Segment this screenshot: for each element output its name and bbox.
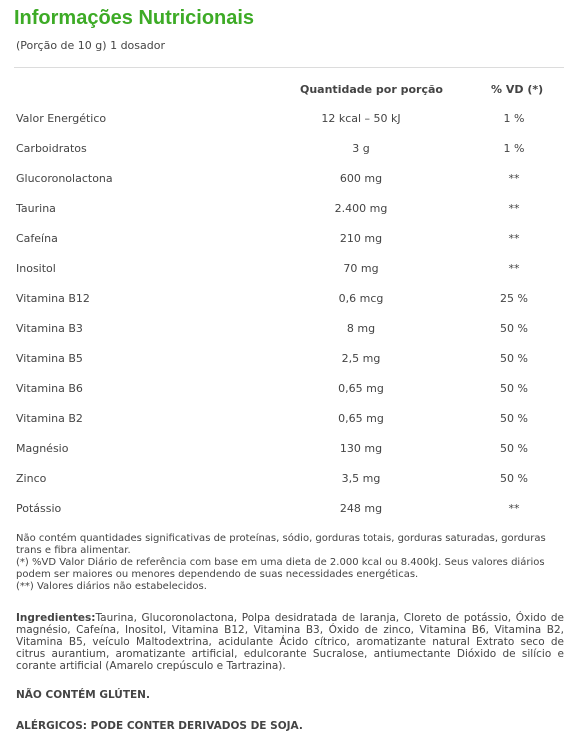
portion-size: (Porção de 10 g) 1 dosador xyxy=(16,39,165,52)
nutrient-quantity: 210 mg xyxy=(339,232,383,245)
page-title: Informações Nutricionais xyxy=(14,7,255,29)
nutrient-daily-value: 50 % xyxy=(500,442,528,455)
nutrient-name: Valor Energético xyxy=(16,112,107,125)
gluten-warning: NÃO CONTÉM GLÚTEN. xyxy=(16,689,150,701)
nutrient-name: Inositol xyxy=(16,262,56,275)
table-row xyxy=(0,382,579,412)
nutrient-daily-value: 50 % xyxy=(500,472,528,485)
nutrient-quantity: 248 mg xyxy=(339,502,383,515)
ingredients-label: Ingredientes: xyxy=(16,612,96,624)
nutrient-quantity: 2.400 mg xyxy=(334,202,388,215)
nutrient-quantity: 0,65 mg xyxy=(338,382,384,395)
table-row xyxy=(0,442,579,472)
nutrient-name: Zinco xyxy=(16,472,47,485)
footnote-daily-value: (*) %VD Valor Diário de referência com base em uma dieta de 2.000 kcal ou 8.400kJ. Seus valores diários podem ser maiores ou menores dependendo de suas necessidades energéticas. xyxy=(16,557,545,580)
nutrient-name: Vitamina B3 xyxy=(16,322,83,335)
ingredients xyxy=(16,612,564,672)
nutrient-name: Vitamina B6 xyxy=(16,382,83,395)
table-row xyxy=(0,202,579,232)
nutrient-name: Taurina xyxy=(16,202,56,215)
nutrient-quantity: 3,5 mg xyxy=(341,472,381,485)
nutrient-name: Potássio xyxy=(16,502,62,515)
table-row xyxy=(0,502,579,532)
nutrient-daily-value: 1 % xyxy=(503,142,525,155)
nutrient-quantity: 0,65 mg xyxy=(338,412,384,425)
table-row xyxy=(0,232,579,262)
table-row xyxy=(0,472,579,502)
nutrient-quantity: 600 mg xyxy=(339,172,383,185)
nutrient-daily-value: ** xyxy=(508,202,520,215)
nutrient-daily-value: ** xyxy=(508,502,520,515)
nutrient-daily-value: 50 % xyxy=(500,352,528,365)
nutrient-daily-value: 25 % xyxy=(500,292,528,305)
table-row xyxy=(0,322,579,352)
footnote-not-established: (**) Valores diários não estabelecidos. xyxy=(16,581,207,592)
nutrient-daily-value: ** xyxy=(508,172,520,185)
table-row xyxy=(0,412,579,442)
nutrient-daily-value: 50 % xyxy=(500,382,528,395)
ingredients-text: Taurina, Glucoronolactona, Polpa desidratada de laranja, Cloreto de potássio, Óxido de magnésio, Cafeína, Inositol, Vitamina B12, Vitamina B3, Óxido de zinco, Vitamina B6, Vitamina B2, Vitamina B5, veículo Maltodextrina, acidulante Ácido cítrico, aromatizante natural Extrato seco de citrus aurantium, aromatizante artificial, edulcorante Sucralose, antiumectante Dióxido de silício e corante artificial (Amarelo crepúsculo e Tartrazina). xyxy=(16,612,564,672)
nutrient-daily-value: ** xyxy=(508,232,520,245)
nutrient-name: Vitamina B2 xyxy=(16,412,83,425)
footnotes xyxy=(16,533,564,593)
column-header-quantity: Quantidade por porção xyxy=(300,83,443,96)
nutrient-quantity: 12 kcal – 50 kJ xyxy=(321,112,401,125)
nutrient-quantity: 70 mg xyxy=(343,262,379,275)
nutrient-quantity: 0,6 mcg xyxy=(338,292,384,305)
nutrient-name: Carboidratos xyxy=(16,142,87,155)
nutrient-quantity: 130 mg xyxy=(339,442,383,455)
allergy-warning: ALÉRGICOS: PODE CONTER DERIVADOS DE SOJA. xyxy=(16,720,303,732)
nutrient-quantity: 3 g xyxy=(352,142,370,155)
table-row xyxy=(0,142,579,172)
nutrient-daily-value: 50 % xyxy=(500,412,528,425)
column-header-daily-value: % VD (*) xyxy=(491,83,544,96)
nutrient-daily-value: ** xyxy=(508,262,520,275)
table-row xyxy=(0,262,579,292)
divider xyxy=(14,67,564,68)
nutrient-daily-value: 50 % xyxy=(500,322,528,335)
nutrient-name: Vitamina B5 xyxy=(16,352,83,365)
table-row xyxy=(0,292,579,322)
table-row xyxy=(0,172,579,202)
nutrition-table xyxy=(0,112,579,532)
nutrient-quantity: 8 mg xyxy=(346,322,376,335)
table-row xyxy=(0,112,579,142)
nutrient-name: Cafeína xyxy=(16,232,58,245)
nutrient-name: Vitamina B12 xyxy=(16,292,90,305)
table-row xyxy=(0,352,579,382)
nutrient-name: Magnésio xyxy=(16,442,69,455)
nutrient-daily-value: 1 % xyxy=(503,112,525,125)
footnote-insignificant: Não contém quantidades significativas de proteínas, sódio, gorduras totais, gorduras saturadas, gorduras trans e fibra alimentar. xyxy=(16,533,546,556)
nutrient-name: Glucoronolactona xyxy=(16,172,113,185)
nutrient-quantity: 2,5 mg xyxy=(341,352,381,365)
